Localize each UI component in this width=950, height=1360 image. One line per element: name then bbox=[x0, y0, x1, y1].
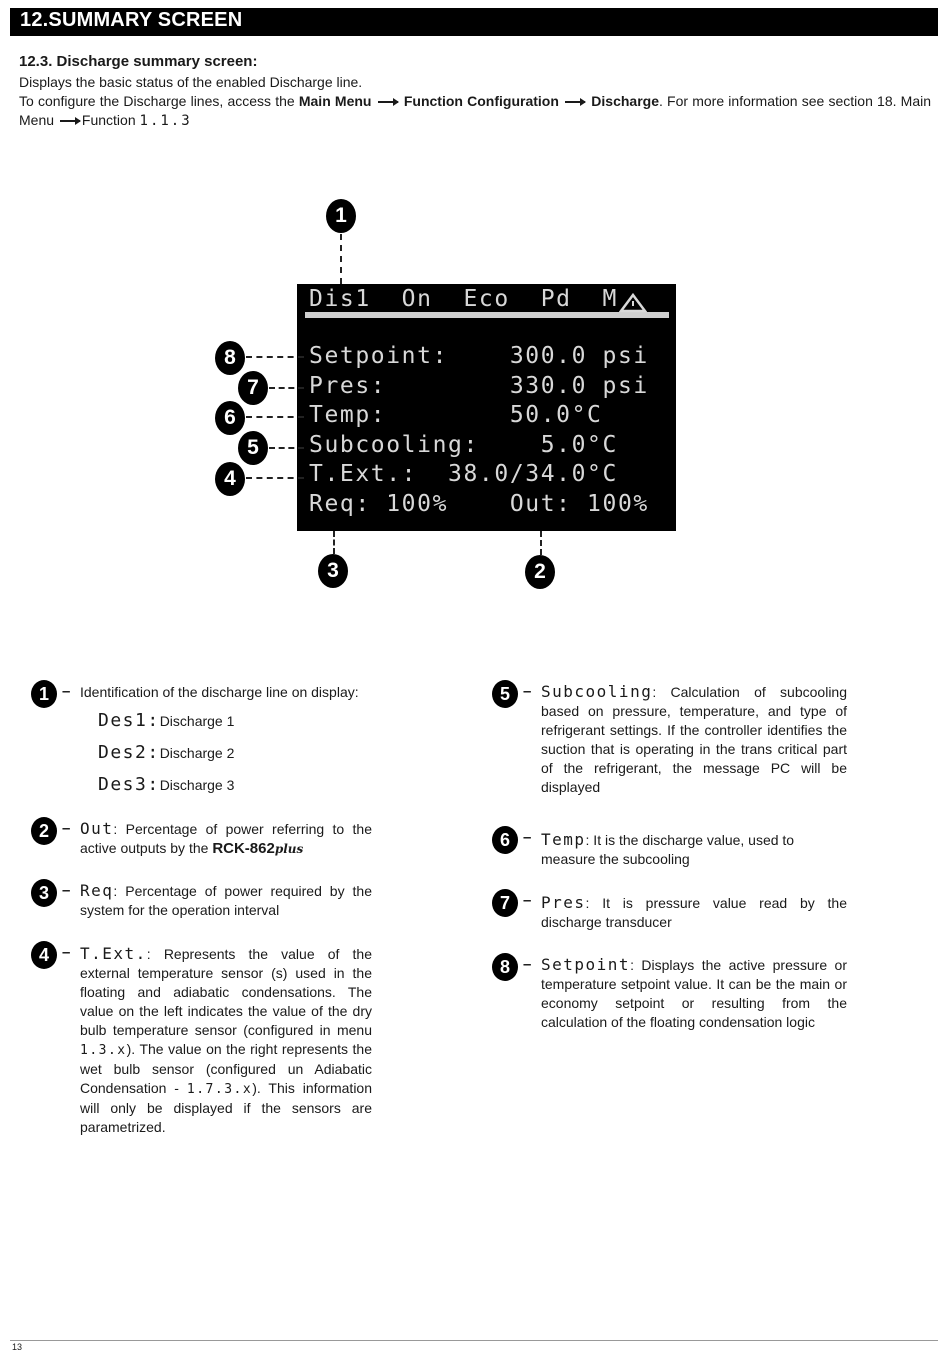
item-7-text bbox=[541, 893, 847, 932]
callout-2-leader bbox=[540, 531, 542, 555]
item-5-code: Subcooling bbox=[541, 682, 653, 701]
callout-1: 1 bbox=[326, 199, 356, 233]
menu-path-main: Main Menu bbox=[298, 93, 372, 109]
des-label: Discharge 3 bbox=[159, 777, 235, 793]
brand-logo: RCK-862plus bbox=[212, 840, 304, 857]
item-4-text: T.Ext.: Represents the value of the external temperature sensor (s) used in the floating and adiabatic condensations. The value on the left indicates the value of the dry bulb temperature sensor (configured in menu 1.3.x). The value on the right represents the wet bulb sensor (configured un Adiabatic Condensation - 1.7.3.x). This information will only be displayed if the sensors are parametrized. bbox=[80, 944, 373, 1135]
item-dash: – bbox=[523, 683, 532, 700]
item-dash: – bbox=[62, 944, 71, 961]
section-title: 12.3. Discharge summary screen: bbox=[19, 53, 258, 70]
item-dash: – bbox=[523, 892, 532, 909]
callout-2: 2 bbox=[525, 555, 555, 589]
item-dash: – bbox=[62, 882, 71, 899]
callout-4: 4 bbox=[215, 462, 245, 496]
item-5-bullet: 5 bbox=[492, 680, 518, 708]
item-dash: – bbox=[523, 956, 532, 973]
item-8-desc: : Displays the active pressure or temperature setpoint value. It can be the main or economy setpoint or resulting from the calculation of the floating condensation logic bbox=[541, 957, 847, 1030]
callout-7-leader bbox=[269, 387, 304, 389]
item-5-text bbox=[541, 682, 847, 797]
callout-3-leader bbox=[333, 531, 335, 554]
item-8-code: Setpoint bbox=[541, 955, 631, 974]
item-1-text: Identification of the discharge line on display: bbox=[80, 684, 359, 700]
intro-text: . For more information see section 18. Main Menu bbox=[19, 93, 932, 128]
item-6-desc: : It is the discharge value, used to measure the subcooling bbox=[541, 832, 795, 867]
des-row-3 bbox=[98, 774, 234, 795]
item-2-bullet: 2 bbox=[31, 817, 57, 845]
item-dash: – bbox=[62, 820, 71, 837]
lcd-status-line: Dis1 On Eco Pd M bbox=[309, 286, 618, 312]
item-6-bullet: 6 bbox=[492, 826, 518, 854]
item-2-text bbox=[80, 819, 372, 859]
callout-1-leader bbox=[340, 234, 342, 284]
callout-7: 7 bbox=[238, 371, 268, 405]
des-label: Discharge 2 bbox=[159, 745, 235, 761]
lcd-text-line: T.Ext.: 38.0/34.0°C bbox=[309, 461, 618, 487]
item-6-text bbox=[541, 830, 847, 869]
item-4-bullet: 4 bbox=[31, 941, 57, 969]
item-7-desc: : It is pressure value read by the discharge transducer bbox=[541, 895, 847, 930]
item-4-code: T.Ext. bbox=[80, 944, 147, 963]
item-7-code: Pres bbox=[541, 893, 586, 912]
lcd-display bbox=[297, 284, 676, 531]
item-1-bullet: 1 bbox=[31, 680, 57, 708]
footer-divider bbox=[10, 1340, 938, 1341]
item-6-code: Temp bbox=[541, 830, 586, 849]
warning-icon bbox=[619, 292, 647, 314]
des-code: Des3: bbox=[98, 774, 160, 795]
callout-8-leader bbox=[246, 356, 304, 358]
lcd-setpoint-line: Setpoint: 300.0 psi bbox=[309, 343, 649, 369]
menu-code: 1.7.3.x bbox=[186, 1082, 253, 1097]
arrow-right-icon bbox=[565, 101, 585, 103]
item-dash: – bbox=[62, 683, 71, 700]
item-7-bullet: 7 bbox=[492, 889, 518, 917]
item-3-desc: : Percentage of power required by the system for the operation interval bbox=[80, 883, 372, 918]
des-code: Des1: bbox=[98, 710, 160, 731]
callout-5: 5 bbox=[238, 431, 268, 465]
intro-text: Function bbox=[81, 112, 140, 128]
intro-line-2 bbox=[19, 92, 931, 131]
item-3-code: Req bbox=[80, 881, 114, 900]
callout-5-leader bbox=[269, 447, 304, 449]
item-2-code: Out bbox=[80, 819, 114, 838]
section-header-bar bbox=[10, 8, 938, 36]
item-8-bullet: 8 bbox=[492, 953, 518, 981]
function-code: 1.1.3 bbox=[139, 113, 192, 129]
item-3-bullet: 3 bbox=[31, 879, 57, 907]
menu-path-discharge: Discharge bbox=[591, 93, 659, 109]
des-code: Des2: bbox=[98, 742, 160, 763]
intro-line-1: Displays the basic status of the enabled Discharge line. bbox=[19, 74, 363, 90]
item-5-desc: : Calculation of subcooling based on pressure, temperature, and type of refrigerant settings. If the controller identifies the suction that is operating in the trans critical part of the refrigerant, the message PC will be displayed bbox=[541, 684, 847, 795]
lcd-req-out-line: Req: 100% Out: 100% bbox=[309, 491, 649, 517]
arrow-right-icon bbox=[60, 120, 80, 122]
page-number: 13 bbox=[12, 1342, 23, 1352]
des-row-2 bbox=[98, 742, 234, 763]
callout-6-leader bbox=[246, 416, 304, 418]
lcd-temp-line: Temp: 50.0°C bbox=[309, 402, 603, 428]
des-row-1 bbox=[98, 710, 234, 731]
des-label: Discharge 1 bbox=[159, 713, 235, 729]
callout-6: 6 bbox=[215, 401, 245, 435]
callout-8: 8 bbox=[215, 341, 245, 375]
callout-4-leader bbox=[246, 477, 304, 479]
lcd-pres-line: Pres: 330.0 psi bbox=[309, 373, 649, 399]
menu-code: 1.3.x bbox=[80, 1043, 127, 1058]
item-dash: – bbox=[523, 829, 532, 846]
menu-path-function: Function Configuration bbox=[403, 93, 559, 109]
item-3-text bbox=[80, 881, 372, 920]
item-8-text bbox=[541, 955, 847, 1032]
item-2-desc: : Percentage of power referring to the active outputs by the bbox=[80, 821, 372, 856]
callout-3: 3 bbox=[318, 554, 348, 588]
intro-text: To configure the Discharge lines, access the bbox=[19, 93, 299, 109]
lcd-subcooling-line: Subcooling: 5.0°C bbox=[309, 432, 618, 458]
chapter-title: 12.SUMMARY SCREEN bbox=[20, 9, 243, 31]
arrow-right-icon bbox=[378, 101, 398, 103]
intro-paragraph bbox=[19, 73, 931, 131]
